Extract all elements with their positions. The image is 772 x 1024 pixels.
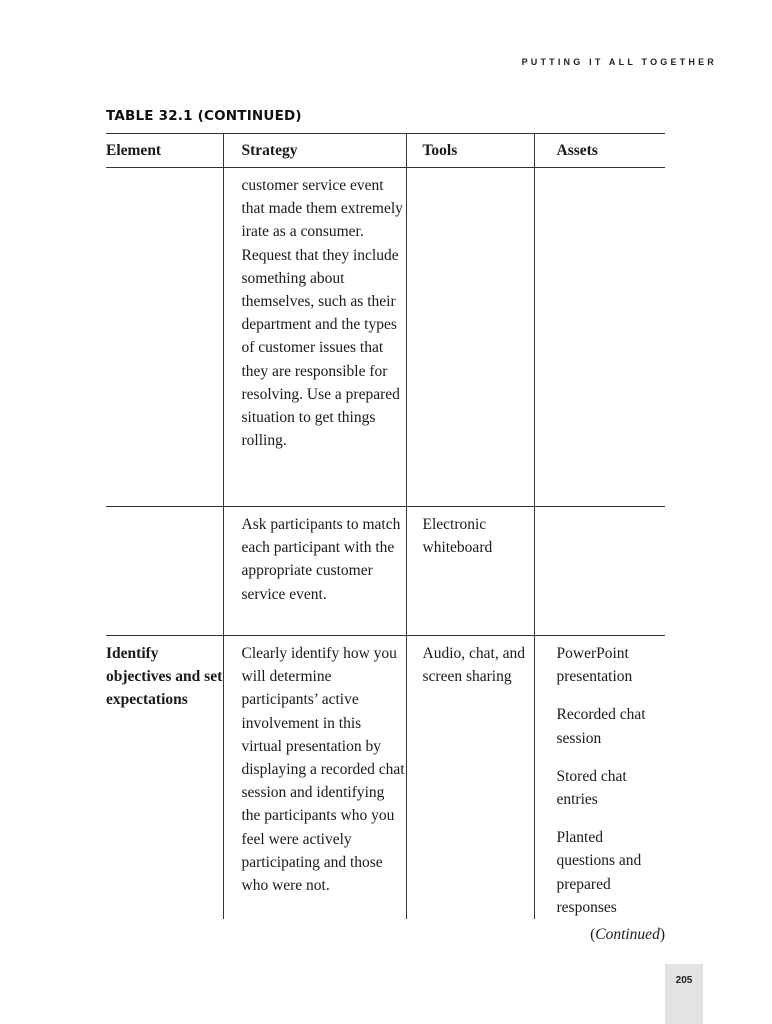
continued-note	[590, 926, 665, 944]
element-cell: Identify objectives and set expectations	[106, 645, 223, 709]
assets-cell	[534, 507, 665, 636]
assets-cell	[534, 636, 665, 920]
asset-item: Recorded chat session	[556, 706, 646, 747]
column-header-assets: Assets	[534, 134, 665, 168]
tools-cell: Audio, chat, and screen sharing	[406, 636, 534, 920]
strategy-cell: Clearly identify how you will determine participants’ active involvement in this virtual presentation by displaying a recorded chat session and identifying the participants who you feel were actively participating and those who were not.	[223, 636, 406, 920]
table-row	[106, 507, 665, 636]
table-header-row	[106, 134, 665, 168]
continued-word: Continued	[595, 926, 660, 943]
asset-item: PowerPoint presentation	[556, 645, 633, 686]
table-row	[106, 636, 665, 920]
table-caption: TABLE 32.1 (CONTINUED)	[106, 108, 302, 124]
running-head: PUTTING IT ALL TOGETHER	[521, 57, 717, 67]
table-row	[106, 168, 665, 507]
continued-close-paren: )	[659, 926, 665, 943]
strategy-cell: customer service event that made them extremely irate as a consumer. Request that they include something about themselves, such as their department and the types of customer issues that they are responsible for resolving. Use a prepared situation to get things rolling.	[223, 168, 406, 507]
page-number-tab	[665, 964, 703, 1024]
strategy-table	[106, 133, 665, 919]
strategy-cell: Ask participants to match each participant with the appropriate customer service event.	[223, 507, 406, 636]
tools-cell: Electronic whiteboard	[406, 507, 534, 636]
element-cell	[106, 507, 223, 636]
page-number: 205	[675, 975, 693, 986]
assets-cell	[534, 168, 665, 507]
element-cell	[106, 168, 223, 507]
tools-cell	[406, 168, 534, 507]
asset-item: Planted questions and prepared responses	[556, 829, 642, 916]
column-header-tools: Tools	[406, 134, 534, 168]
continued-open-paren: (	[590, 926, 596, 943]
column-header-element: Element	[106, 134, 223, 168]
asset-item: Stored chat entries	[556, 767, 627, 809]
column-header-strategy: Strategy	[223, 134, 406, 168]
